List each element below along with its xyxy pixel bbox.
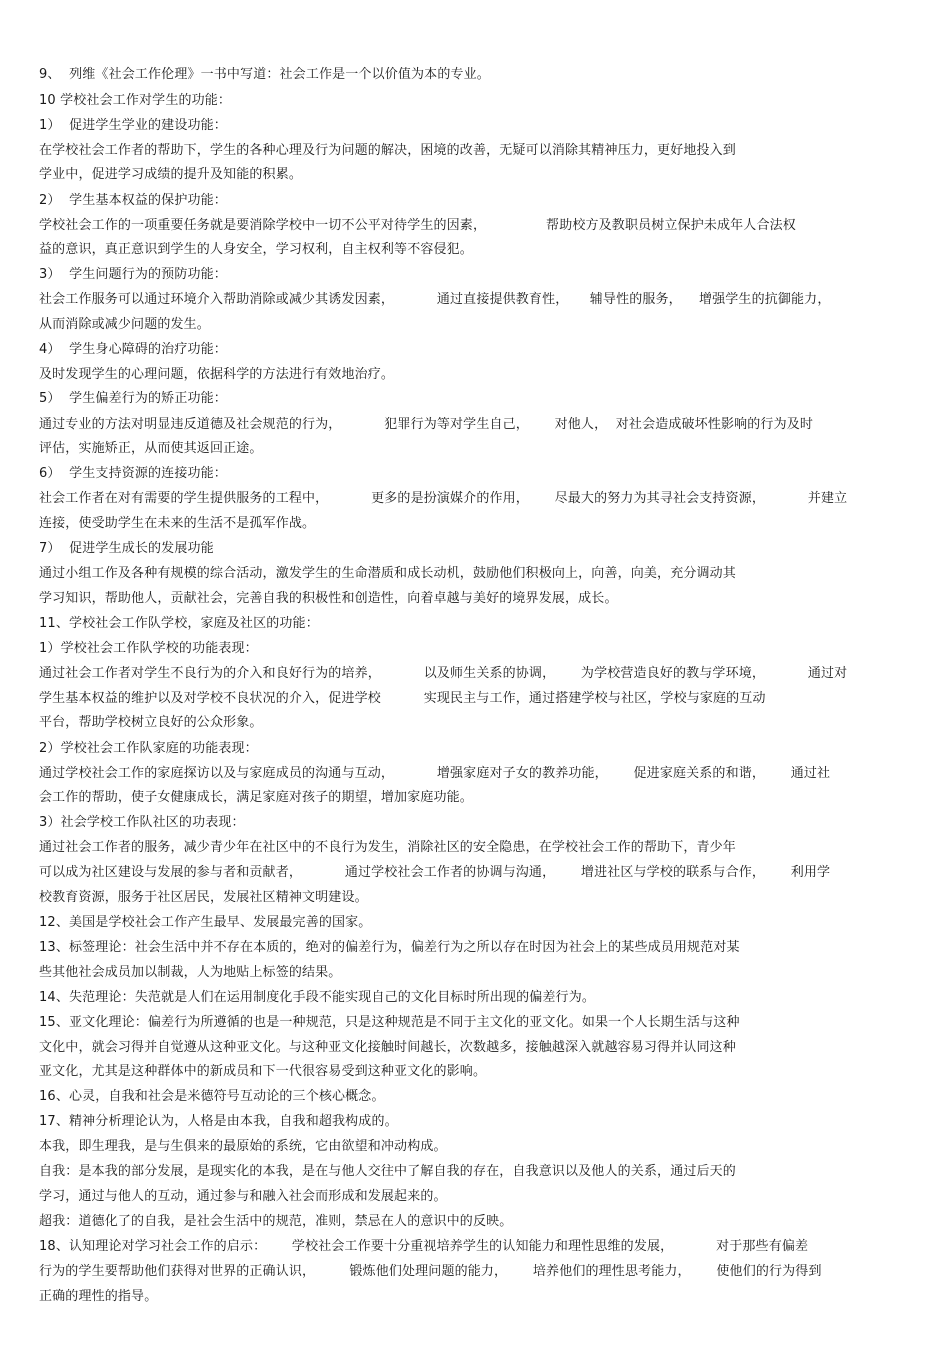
text-line: 14、失范理论：失范就是人们在运用制度化手段不能实现自己的文化目标时所出现的偏差行为。 [39, 990, 595, 1005]
text-line: 11、学校社会工作队学校，家庭及社区的功能： [39, 616, 319, 631]
text-line: 本我，即生理我，是与生俱来的最原始的系统，它由欲望和冲动构成。 [39, 1139, 447, 1154]
text-line: 文化中，就会习得并自觉遵从这种亚文化。与这种亚文化接触时间越长，次数越多，接触越深入就越容易习得并认同这种 [39, 1040, 736, 1055]
text-line: 通过小组工作及各种有规模的综合活动，激发学生的生命潜质和成长动机，鼓励他们积极向上，向善，向美，充分调动其 [39, 566, 736, 581]
text-line: 12、美国是学校社会工作产生最早、发展最完善的国家。 [39, 915, 372, 930]
text-line: 3）社会学校工作队社区的功表现： [39, 815, 245, 830]
text-line: 学习，通过与他人的互动，通过参与和融入社会而形成和发展起来的。 [39, 1189, 447, 1204]
text-line: 亚文化，尤其是这种群体中的新成员和下一代很容易受到这种亚文化的影响。 [39, 1064, 487, 1079]
text-line: 2） 学生基本权益的保护功能： [39, 193, 227, 208]
text-line: 学习知识，帮助他人，贡献社会，完善自我的积极性和创造性，向着卓越与美好的境界发展，成长。 [39, 591, 618, 606]
text-line: 通过社会工作者的服务，减少青少年在社区中的不良行为发生，消除社区的安全隐患，在学校社会工作的帮助下，青少年 [39, 840, 736, 855]
text-line: 13、标签理论：社会生活中并不存在本质的，绝对的偏差行为，偏差行为之所以存在时因为社会上的某些成员用规范对某 [39, 940, 740, 955]
text-line: 益的意识，真正意识到学生的人身安全，学习权利，自主权利等不容侵犯。 [39, 242, 473, 257]
text-line: 自我：是本我的部分发展，是现实化的本我，是在与他人交往中了解自我的存在，自我意识以及他人的关系，通过后天的 [39, 1164, 736, 1179]
text-line: 会工作的帮助，使子女健康成长，满足家庭对孩子的期望，增加家庭功能。 [39, 790, 473, 805]
text-line: 18、认知理论对学习社会工作的启示： 学校社会工作要十分重视培养学生的认知能力和理性思维的发展， 对于那些有偏差 [39, 1239, 809, 1254]
text-line: 6） 学生支持资源的连接功能： [39, 466, 227, 481]
text-line: 连接，使受助学生在未来的生活不是孤军作战。 [39, 516, 316, 531]
text-line: 10 学校社会工作对学生的功能： [39, 93, 232, 108]
text-line: 2）学校社会工作队家庭的功能表现： [39, 741, 258, 756]
text-line: 平台，帮助学校树立良好的公众形象。 [39, 715, 263, 730]
text-line: 评估，实施矫正，从而使其返回正途。 [39, 441, 263, 456]
text-line: 5） 学生偏差行为的矫正功能： [39, 391, 227, 406]
text-line: 学校社会工作的一项重要任务就是要消除学校中一切不公平对待学生的因素， 帮助校方及教职员树立保护未成年人合法权 [39, 218, 796, 233]
text-line: 正确的理性的指导。 [39, 1289, 158, 1304]
text-line: 1）学校社会工作队学校的功能表现： [39, 641, 258, 656]
text-line: 些其他社会成员加以制裁，人为地贴上标签的结果。 [39, 965, 342, 980]
text-line: 从而消除或减少问题的发生。 [39, 317, 210, 332]
text-line: 15、亚文化理论：偏差行为所遵循的也是一种规范，只是这种规范是不同于主文化的亚文化。如果一个人长期生活与这种 [39, 1015, 740, 1030]
text-line: 行为的学生要帮助他们获得对世界的正确认识， 锻炼他们处理问题的能力， 培养他们的理性思考能力， 使他们的行为得到 [39, 1264, 822, 1279]
text-line: 学生基本权益的维护以及对学校不良状况的介入，促进学校 实现民主与工作，通过搭建学校与社区，学校与家庭的互动 [39, 691, 766, 706]
text-line: 4） 学生身心障碍的治疗功能： [39, 342, 227, 357]
text-line: 学业中，促进学习成绩的提升及知能的积累。 [39, 167, 303, 182]
text-line: 1） 促进学生学业的建设功能： [39, 118, 227, 133]
text-line: 社会工作服务可以通过环境介入帮助消除或减少其诱发因素， 通过直接提供教育性， 辅导性的服务， 增强学生的抗御能力， [39, 292, 831, 307]
text-line: 及时发现学生的心理问题，依据科学的方法进行有效地治疗。 [39, 367, 395, 382]
text-line: 社会工作者在对有需要的学生提供服务的工程中， 更多的是扮演媒介的作用， 尽最大的努力为其寻社会支持资源， 并建立 [39, 491, 848, 506]
text-line: 17、精神分析理论认为，人格是由本我，自我和超我构成的。 [39, 1114, 398, 1129]
text-line: 可以成为社区建设与发展的参与者和贡献者， 通过学校社会工作者的协调与沟通， 增进社区与学校的联系与合作， 利用学 [39, 865, 831, 880]
text-line: 校教育资源，服务于社区居民，发展社区精神文明建设。 [39, 890, 368, 905]
text-line: 通过专业的方法对明显违反道德及社会规范的行为， 犯罪行为等对学生自己， 对他人， 对社会造成破坏性影响的行为及时 [39, 417, 814, 432]
text-line: 3） 学生问题行为的预防功能： [39, 267, 227, 282]
text-line: 超我：道德化了的自我，是社会生活中的规范，准则，禁忌在人的意识中的反映。 [39, 1214, 513, 1229]
text-line: 16、心灵，自我和社会是米德符号互动论的三个核心概念。 [39, 1089, 385, 1104]
text-line: 通过学校社会工作的家庭探访以及与家庭成员的沟通与互动， 增强家庭对子女的教养功能， 促进家庭关系的和谐， 通过社 [39, 766, 831, 781]
text-line: 在学校社会工作者的帮助下，学生的各种心理及行为问题的解决，困境的改善，无疑可以消除其精神压力，更好地投入到 [39, 143, 736, 158]
text-line: 9、 列维《社会工作伦理》一书中写道：社会工作是一个以价值为本的专业。 [39, 67, 490, 82]
text-line: 7） 促进学生成长的发展功能 [39, 541, 214, 556]
text-line: 通过社会工作者对学生不良行为的介入和良好行为的培养， 以及师生关系的协调， 为学校营造良好的教与学环境， 通过对 [39, 666, 848, 681]
